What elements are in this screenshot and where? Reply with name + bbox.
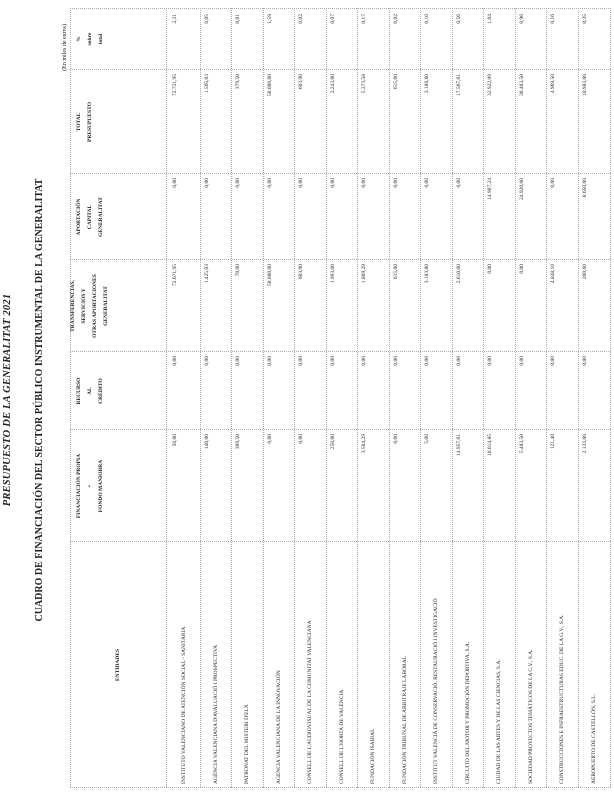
cell-total: 30.403,50 (518, 74, 525, 96)
cell-percent: 2,31 (172, 14, 178, 24)
cell-total: 10.983,06 (581, 74, 588, 96)
table-row (391, 8, 420, 788)
header-total: TOTAL PRESUPUESTO (76, 102, 93, 142)
header-percent: % sobre total (76, 32, 104, 46)
row-divider (326, 8, 327, 788)
entity-name: FUNDACIÓN ISABIAL (370, 728, 376, 784)
cell-total: 615,00 (392, 74, 399, 90)
cell-capital: 24.920,00 (518, 178, 525, 200)
cell-credit: 0,00 (361, 356, 367, 366)
cell-total: 32.922,09 (487, 74, 493, 96)
cell-own-funding: 121,40 (550, 434, 556, 450)
header-divider (166, 8, 167, 788)
cell-own-funding: 0,00 (392, 434, 399, 444)
cell-total: 379,50 (235, 74, 241, 90)
cell-credit: 0,00 (518, 356, 525, 366)
entity-name: CONSELL DE L'AUDIOVISUAL DE LA COMUNITAT VALENCIANA (307, 620, 313, 784)
cell-total: 4.969,50 (550, 74, 556, 94)
cell-capital: 0,00 (550, 178, 556, 188)
header-credit: RECURSO AL CRÉDITO (76, 377, 104, 405)
cell-percent: 0,07 (329, 14, 336, 24)
cell-credit: 0,00 (581, 356, 588, 366)
cell-capital: 0,00 (266, 178, 273, 188)
header-own-funding: FINANCIACIÓN PROPIA + FONDO MANIOBRA (76, 453, 104, 519)
cell-credit: 0,00 (172, 356, 178, 366)
cell-capital: 0,00 (361, 178, 367, 188)
cell-total: 50.000,00 (266, 74, 273, 96)
cell-transfers: 50.000,00 (266, 264, 273, 286)
cell-credit: 0,00 (487, 356, 493, 366)
cell-percent: 0,10 (424, 14, 430, 24)
units-note: (En miles de euros) (62, 24, 68, 71)
cell-credit: 0,00 (455, 356, 462, 366)
cell-total: 72.721,95 (172, 74, 178, 96)
row-divider (515, 8, 516, 788)
entity-name: FUNDACIÓN TRIBUNAL DE ARBITRAJE LABORAL (401, 655, 408, 784)
cell-percent: 0,17 (361, 14, 367, 24)
entity-name: SOCIEDAD PROYECTOS TEMÁTICOS DE LA C.V., S.A. (527, 649, 534, 784)
cell-own-funding: 50,00 (172, 434, 178, 447)
table-row (328, 8, 357, 788)
cell-percent: 0,02 (392, 14, 399, 24)
cell-transfers: 70,00 (235, 264, 241, 277)
cell-percent: 1,59 (266, 14, 273, 24)
cell-credit: 0,00 (266, 356, 273, 366)
cell-transfers: 4.848,10 (550, 264, 556, 284)
entity-name: AGÈNCIA VALENCIANA D'AVALUACIÓ I PROSPECTIVA (212, 644, 219, 784)
cell-transfers: 3.183,80 (424, 264, 430, 284)
cell-credit: 0,00 (329, 356, 336, 366)
cell-own-funding: 18.014,85 (487, 434, 493, 456)
cell-total: 3.188,80 (424, 74, 430, 94)
table-row (233, 8, 262, 788)
table-row (265, 8, 294, 788)
row-divider (546, 8, 547, 788)
entity-name: AGENCIA VALENCIANA DE LA INNOVACIÓN (275, 670, 282, 784)
entity-name: CONSTRUCCIONES E INFRAESTRUCTURAS EDUC. DE LA G.V., S.A. (559, 614, 565, 784)
entity-name: AEROPUERTO DE CASTELLÓN, S.L. (590, 693, 597, 784)
row-divider (420, 8, 421, 788)
cell-total: 603,90 (298, 74, 304, 90)
table-row (548, 8, 577, 788)
entity-name: INSTITUT VALENCIÀ DE CONSERVACIÓ, RESTAURACIÓ I INVESTIGACIÓ (433, 598, 439, 784)
cell-total: 5.373,58 (361, 74, 367, 94)
cell-own-funding: 0,00 (266, 434, 273, 444)
cell-percent: 0,96 (518, 14, 525, 24)
cell-transfers: 0,00 (518, 264, 525, 274)
cell-capital: 0,00 (172, 178, 178, 188)
table-row (485, 8, 514, 788)
header-transfers: TRANSFERENCIAS, SERVICIOS Y OTRAS APORTACIONES GENERALITAT (70, 274, 109, 338)
table-row (454, 8, 483, 788)
cell-own-funding: 5,00 (424, 434, 430, 444)
header-capital: APORTACIÓN CAPITAL GENERALITAT (76, 197, 104, 237)
cell-credit: 0,00 (392, 356, 399, 366)
cell-capital: 0,00 (392, 178, 399, 188)
row-divider (452, 8, 453, 788)
cell-percent: 0,01 (235, 14, 241, 24)
cell-total: 2.243,00 (329, 74, 336, 94)
header-entity: ENTIDADES (114, 648, 121, 682)
entity-name: CONSELL DE L'HORTA DE VALÈNCIA (338, 689, 345, 784)
cell-own-funding: 2.133,06 (581, 434, 588, 454)
table-title: CUADRO DE FINANCIACIÓN DEL SECTOR PÚBLICO INSTRUMENTAL DE LA GENERALITAT (34, 178, 45, 622)
entity-name: CIRCUITO DEL MOTOR Y PROMOCIÓN DEPORTIVA, S.A. (464, 641, 471, 784)
cell-own-funding: 309,50 (235, 434, 241, 450)
cell-capital: 0,00 (455, 178, 462, 188)
table-row (422, 8, 451, 788)
cell-own-funding: 250,00 (329, 434, 336, 450)
table-row (580, 8, 609, 788)
cell-credit: 0,00 (424, 356, 430, 366)
cell-capital: 0,00 (329, 178, 336, 188)
cell-percent: 0,16 (550, 14, 556, 24)
row-divider (357, 8, 358, 788)
cell-transfers: 1.993,00 (329, 264, 336, 284)
cell-percent: 0,35 (581, 14, 588, 24)
entity-name: CIUDAD DE LAS ARTES Y DE LAS CIENCIAS, S.A. (496, 659, 502, 784)
cell-own-funding: 5.483,50 (518, 434, 525, 454)
document-title: PRESUPUESTO DE LA GENERALITAT 2021 (2, 293, 13, 507)
cell-credit: 0,00 (203, 356, 210, 366)
cell-capital: 0,00 (235, 178, 241, 188)
row-divider (200, 8, 201, 788)
cell-own-funding: 140,00 (203, 434, 210, 450)
cell-transfers: 615,00 (392, 264, 399, 280)
row-divider (263, 8, 264, 788)
table-row (296, 8, 325, 788)
cell-own-funding: 14.957,61 (455, 434, 462, 456)
cell-transfers: 72.671,95 (172, 264, 178, 286)
cell-transfers: 603,90 (298, 264, 304, 280)
cell-own-funding: 0,00 (298, 434, 304, 444)
table-row (202, 8, 231, 788)
cell-transfers: 0,00 (487, 264, 493, 274)
row-divider (294, 8, 295, 788)
row-divider (231, 8, 232, 788)
cell-percent: 0,02 (298, 14, 304, 24)
row-divider (578, 8, 579, 788)
cell-transfers: 1.425,03 (203, 264, 210, 284)
cell-percent: 1,04 (487, 14, 493, 24)
row-divider (389, 8, 390, 788)
cell-capital: 0,00 (298, 178, 304, 188)
cell-credit: 0,00 (235, 356, 241, 366)
entity-name: INSTITUTO VALENCIANO DE ATENCIÓN SOCIAL - SANITARIA (181, 626, 187, 784)
table-row (359, 8, 388, 788)
cell-transfers: 1.869,29 (361, 264, 367, 284)
table-row (170, 8, 199, 788)
cell-credit: 0,00 (550, 356, 556, 366)
cell-own-funding: 3.504,29 (361, 434, 367, 454)
cell-percent: 0,56 (455, 14, 462, 24)
cell-total: 1.565,03 (203, 74, 210, 94)
cell-total: 17.567,61 (455, 74, 462, 96)
cell-credit: 0,00 (298, 356, 304, 366)
cell-transfers: 2.610,00 (455, 264, 462, 284)
cell-transfers: 200,00 (581, 264, 588, 280)
cell-percent: 0,05 (203, 14, 210, 24)
cell-capital: 0,00 (203, 178, 210, 188)
entity-name: PATRONAT DEL MISTERI D'ELX (244, 704, 250, 784)
cell-capital: 14.907,24 (487, 178, 493, 200)
table-row (517, 8, 546, 788)
cell-capital: 0,00 (424, 178, 430, 188)
cell-capital: 8.650,00 (581, 178, 588, 198)
row-divider (483, 8, 484, 788)
